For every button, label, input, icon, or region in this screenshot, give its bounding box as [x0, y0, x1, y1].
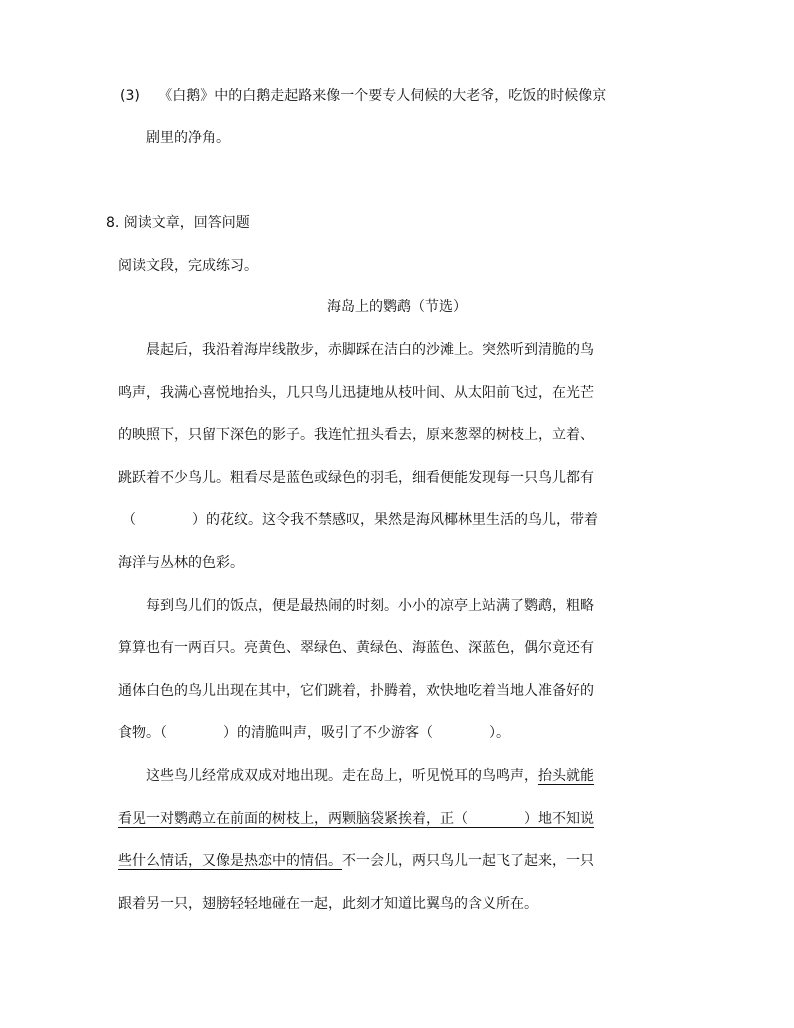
paragraph-3-line-3-text: 不一会儿，两只鸟儿一起飞了起来，一只 — [342, 853, 594, 869]
paragraph-1-line-1: 晨起后，我沿着海岸线散步，赤脚踩在洁白的沙滩上。突然听到清脆的鸟 — [146, 342, 594, 358]
paragraph-3-line-1 — [146, 766, 594, 786]
paragraph-3-line-1-text: 这些鸟儿经常成双成对地出现。走在岛上，听见悦耳的鸟鸣声， — [146, 768, 538, 784]
instruction: 阅读文段，完成练习。 — [118, 258, 258, 274]
paragraph-1-line-3: 的映照下，只留下深色的影子。我连忙扭头看去，原来葱翠的树枝上，立着、 — [118, 427, 594, 443]
item-3-line-1: (3) 《白鹅》中的白鹅走起路来像一个要专人伺候的大老爷，吃饭的时候像京 — [120, 88, 607, 104]
paragraph-1-line-4: 跳跃着不少鸟儿。粗看尽是蓝色或绿色的羽毛，细看便能发现每一只鸟儿都有 — [118, 470, 594, 486]
paragraph-1-line-5: （ ）的花纹。这令我不禁感叹，果然是海风椰林里生活的鸟儿，带着 — [122, 512, 598, 528]
passage-title: 海岛上的鹦鹉（节选） — [327, 299, 467, 315]
underlined-sentence-end: 些什么情话，又像是热恋中的情侣。 — [118, 853, 342, 869]
paragraph-3-line-2: 看见一对鹦鹉立在前面的树枝上，两颗脑袋紧挨着，正（ ）地不知说 — [118, 811, 594, 827]
question-heading: 8. 阅读文章，回答问题 — [106, 215, 250, 231]
paragraph-1-line-2: 鸣声，我满心喜悦地抬头，几只鸟儿迅捷地从枝叶间、从太阳前飞过，在光芒 — [118, 385, 594, 401]
paragraph-2-line-2: 算算也有一两百只。亮黄色、翠绿色、黄绿色、海蓝色、深蓝色，偶尔竟还有 — [118, 640, 594, 656]
paragraph-2-line-1: 每到鸟儿们的饭点，便是最热闹的时刻。小小的凉亭上站满了鹦鹉，粗略 — [146, 598, 594, 614]
item-3-line-2: 剧里的净角。 — [146, 130, 230, 146]
paragraph-1-line-6: 海洋与丛林的色彩。 — [118, 555, 244, 571]
paragraph-2-line-3: 通体白色的鸟儿出现在其中，它们跳着，扑腾着，欢快地吃着当地人准备好的 — [118, 683, 594, 699]
paragraph-3-line-3 — [118, 851, 594, 871]
paragraph-3-line-4: 跟着另一只，翅膀轻轻地碰在一起，此刻才知道比翼鸟的含义所在。 — [118, 896, 538, 912]
paragraph-2-line-4: 食物。（ ）的清脆叫声，吸引了不少游客（ ）。 — [118, 725, 510, 741]
underlined-sentence-start: 抬头就能 — [538, 768, 594, 784]
